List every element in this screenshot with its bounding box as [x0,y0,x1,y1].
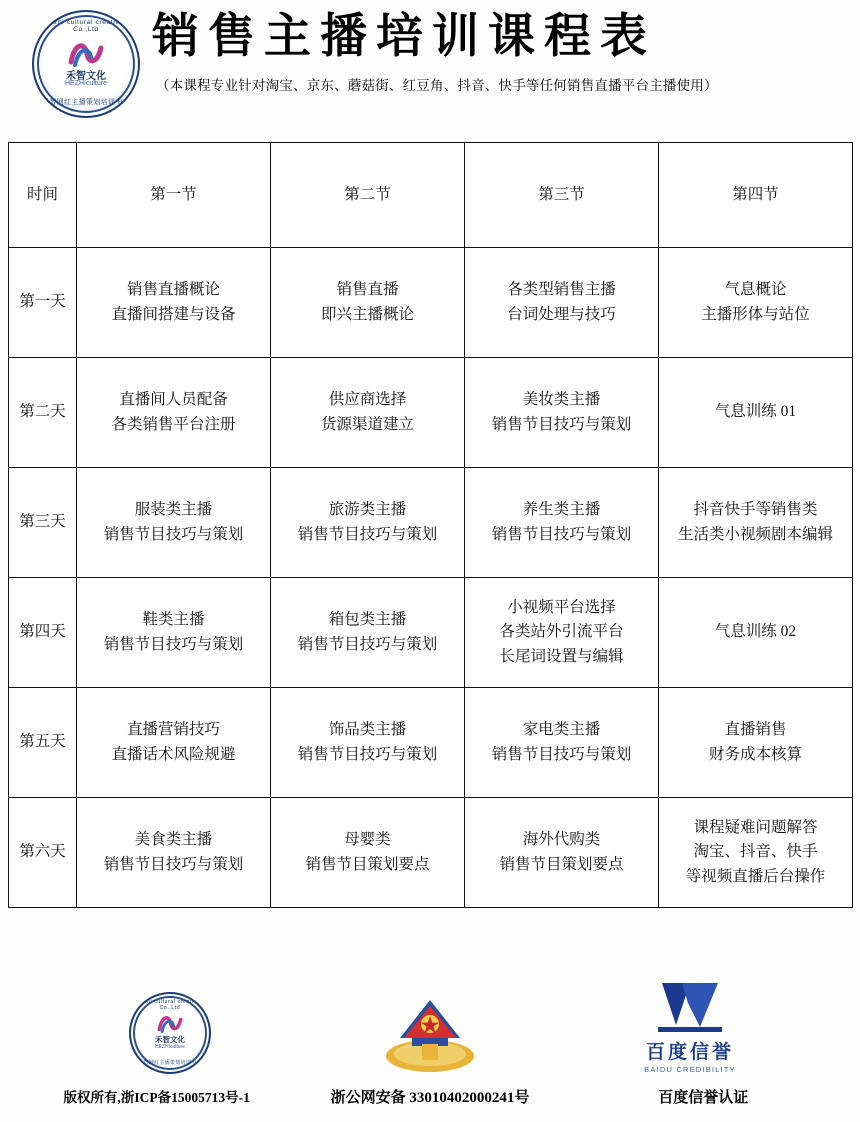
table-cell [659,248,853,358]
table-cell [77,688,271,798]
cell-line: 销售节目策划要点 [499,855,624,873]
cell-line: 销售节目技巧与策划 [491,415,632,433]
table-cell [77,798,271,908]
cell-line: 鞋类主播 [142,611,205,629]
row-day-label: 第四天 [9,578,77,688]
footer-company-badge [55,992,285,1074]
cell-line: 母婴类 [344,831,391,849]
table-header-row [9,143,853,248]
footer-baidu-badge [575,977,805,1074]
table-cell [659,578,853,688]
cell-line: 直播间搭建与设备 [111,305,236,323]
cell-line: 生活类小视频剧本编辑 [677,525,833,543]
table-cell [77,468,271,578]
table-cell [77,578,271,688]
table-cell [659,798,853,908]
cell-line: 各类型销售主播 [507,281,616,299]
column-header: 第四节 [659,143,853,248]
cell-line: 直播销售 [724,721,787,739]
table-cell [77,248,271,358]
row-day-label: 第五天 [9,688,77,798]
table-row [9,578,853,688]
wave-icon [155,1012,185,1034]
cell-line: 气息训练 01 [714,403,797,421]
table-cell [659,358,853,468]
seal-brand-en: HEZHIculture [154,1044,185,1050]
cell-line: 各类销售平台注册 [111,415,236,433]
table-row [9,358,853,468]
table-cell [465,358,659,468]
cell-line: 财务成本核算 [708,745,802,763]
cell-line: 销售节目技巧与策划 [297,635,438,653]
table-cell [271,578,465,688]
seal-brand-en: HEZHIculture [64,80,107,87]
table-cell [465,578,659,688]
cell-line: 小视频平台选择 [507,599,616,617]
cell-line: 气息训练 02 [714,623,797,641]
cell-line: 直播间人员配备 [119,391,228,409]
footer-badges [0,982,860,1074]
cell-line: 销售直播概论 [126,281,220,299]
seal-ring-top-text: Hezhi cultural creativity Co.,Ltd [44,19,128,33]
company-logo [18,8,146,118]
table-row [9,468,853,578]
footer-police-badge [315,994,545,1074]
row-day-label: 第三天 [9,468,77,578]
table-cell [271,358,465,468]
table-cell [271,688,465,798]
cell-line: 直播话术风险规避 [111,745,236,763]
row-day-label: 第一天 [9,248,77,358]
cell-line: 气息概论 [724,281,787,299]
seal-brand-cn: 禾智文化 [155,1035,185,1044]
seal-ring-bottom-text: 禾智网红主播策划培训中心 [138,1061,202,1066]
seal-ring-top-text: Hezhi cultural creativity Co.,Ltd [136,999,204,1011]
cell-line: 美妆类主播 [522,391,601,409]
table-cell [271,798,465,908]
copyright-text: 版权所有,浙ICP备15005713号-1 [63,1090,250,1105]
cell-line: 旅游类主播 [328,501,407,519]
seal-brand-cn: 禾智文化 [66,71,106,82]
column-header: 第二节 [271,143,465,248]
cell-line: 家电类主播 [522,721,601,739]
cell-line: 课程疑难问题解答 [693,819,818,837]
baidu-name-cn: 百度信誉 [645,1042,734,1063]
baidu-name-en: BAIDU CREDIBILITY [644,1065,736,1074]
cell-line: 养生类主播 [522,501,601,519]
cell-line: 销售节目技巧与策划 [103,855,244,873]
seal-ring-bottom-text: 禾智网红主播策划培训中心 [42,98,130,106]
cell-line: 淘宝、抖音、快手 [693,843,818,861]
cell-line: 即兴主播概论 [320,305,414,323]
cell-line: 销售节目技巧与策划 [297,745,438,763]
row-day-label: 第六天 [9,798,77,908]
document-header [0,0,860,120]
cell-line: 美食类主播 [134,831,213,849]
cell-line: 服装类主播 [134,501,213,519]
table-row [9,688,853,798]
company-seal-icon-small [129,992,211,1074]
table-cell [271,248,465,358]
column-header: 时间 [9,143,77,248]
cell-line: 海外代购类 [522,831,601,849]
cell-line: 箱包类主播 [328,611,407,629]
cell-line: 直播营销技巧 [126,721,220,739]
baidu-certification-text: 百度信誉认证 [658,1089,749,1106]
cell-line: 销售节目技巧与策划 [491,745,632,763]
table-row [9,798,853,908]
cell-line: 供应商选择 [328,391,407,409]
cell-line: 销售节目技巧与策划 [491,525,632,543]
police-emblem-icon [382,994,478,1074]
cell-line: 抖音快手等销售类 [693,501,818,519]
wave-icon [65,38,107,68]
page-subtitle: （本课程专业针对淘宝、京东、蘑菇街、红豆角、抖音、快手等任何销售直播平台主播使用） [156,78,718,94]
document-footer [0,982,860,1122]
table-cell [659,688,853,798]
cell-line: 各类站外引流平台 [499,623,624,641]
table-cell [465,248,659,358]
page-title: 销售主播培训课程表 [152,9,656,64]
table-row [9,248,853,358]
cell-line: 销售节目策划要点 [305,855,430,873]
column-header: 第三节 [465,143,659,248]
table-cell [659,468,853,578]
footer-text-row [0,1074,860,1118]
cell-line: 销售直播 [336,281,399,299]
cell-line: 长尾词设置与编辑 [499,647,624,665]
cell-line: 等视频直播后台操作 [685,867,826,885]
title-block [146,8,840,94]
row-day-label: 第二天 [9,358,77,468]
table-cell [271,468,465,578]
company-seal-icon [32,10,140,118]
cell-line: 销售节目技巧与策划 [103,525,244,543]
table-cell [77,358,271,468]
cell-line: 销售节目技巧与策划 [297,525,438,543]
column-header: 第一节 [77,143,271,248]
police-record-text: 浙公网安备 33010402000241号 [330,1089,530,1106]
schedule-table-wrap [0,120,860,908]
table-cell [465,688,659,798]
cell-line: 饰品类主播 [328,721,407,739]
cell-line: 台词处理与技巧 [507,305,616,323]
cell-line: 货源渠道建立 [320,415,414,433]
schedule-table [8,142,853,908]
cell-line: 销售节目技巧与策划 [103,635,244,653]
cell-line: 主播形体与站位 [701,305,810,323]
table-cell [465,798,659,908]
baidu-logo-icon [642,977,738,1033]
table-cell [465,468,659,578]
